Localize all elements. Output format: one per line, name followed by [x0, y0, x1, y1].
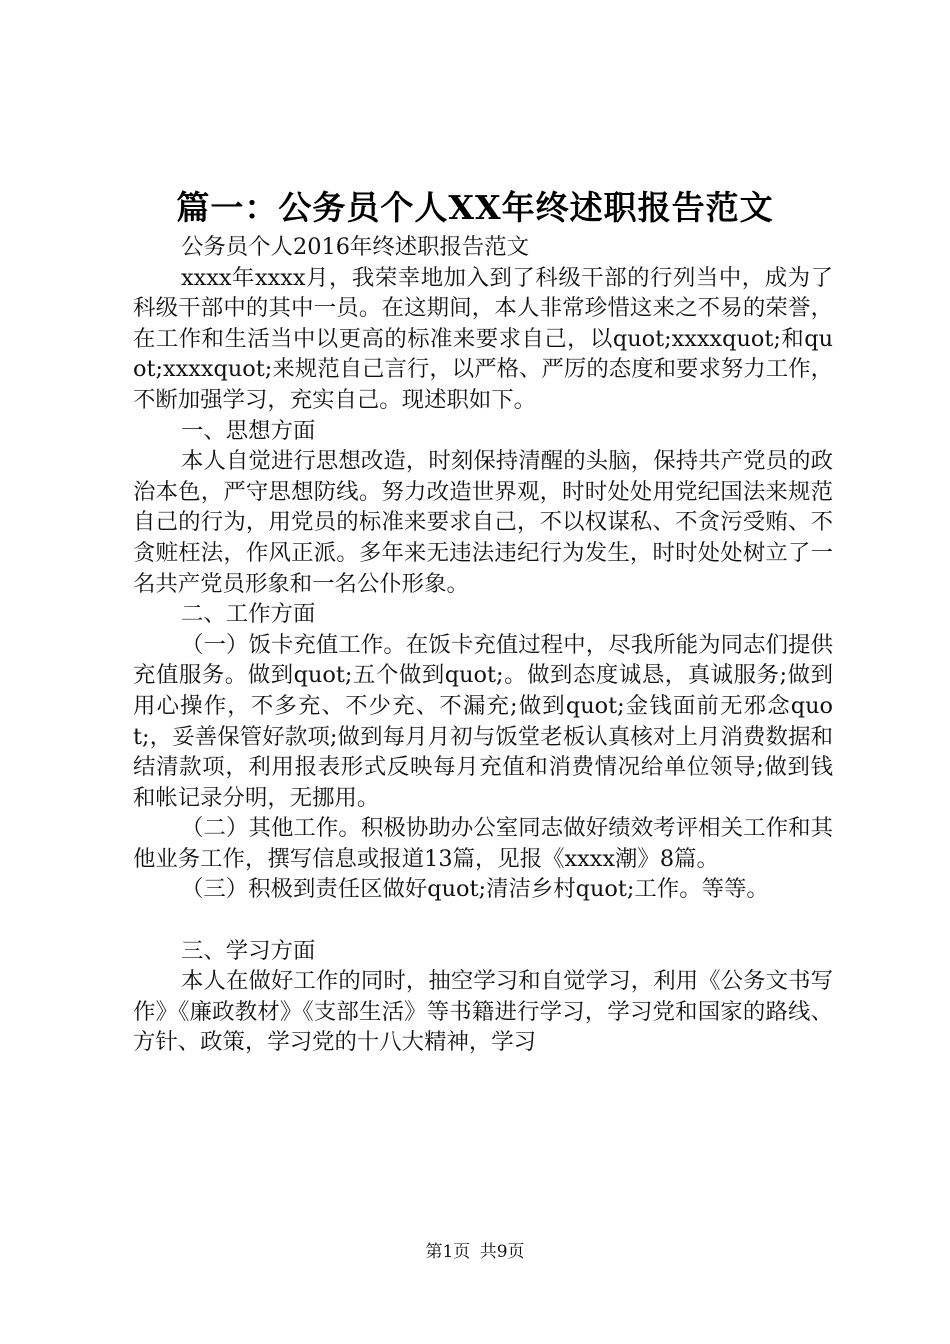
study-paragraph: 本人在做好工作的同时，抽空学习和自觉学习，利用《公务文书写作》《廉政教材》《支部生活》等书籍进行学习，学习党和国家的路线、方针、政策，学习党的十八大精神，学习	[133, 968, 833, 1056]
section-heading-study: 三、学习方面	[181, 937, 316, 964]
section-heading-work: 二、工作方面	[181, 601, 316, 628]
document-title: 篇一：公务员个人XX年终述职报告范文	[176, 188, 774, 227]
document-body	[133, 232, 833, 1058]
blank-line	[133, 905, 833, 936]
page-total: 共9页	[479, 1242, 525, 1262]
work-item-3-paragraph: （三）积极到责任区做好quot;清洁乡村quot;工作。等等。	[181, 876, 769, 903]
section-heading-thought: 一、思想方面	[181, 417, 316, 444]
work-item-1-paragraph: （一）饭卡充值工作。在饭卡充值过程中，尽我所能为同志们提供充值服务。做到quot;五个做到quot;。做到态度诚恳，真诚服务;做到用心操作，不多充、不少充、不漏充;做到quot;金钱面前无邪念quot;，妥善保管好款项;做到每月月初与饭堂老板认真核对上月消费数据和结清款项，利用报表形式反映每月充值和消费情况给单位领导;做到钱和帐记录分明，无挪用。	[133, 631, 833, 811]
thought-paragraph: 本人自觉进行思想改造，时刻保持清醒的头脑，保持共产党员的政治本色，严守思想防线。努力改造世界观，时时处处用党纪国法来规范自己的行为，用党员的标准来要求自己，不以权谋私、不贪污受贿、不贪赃枉法，作风正派。多年来无违法违纪行为发生，时时处处树立了一名共产党员形象和一名公仆形象。	[133, 448, 833, 597]
intro-paragraph: xxxx年xxxx月，我荣幸地加入到了科级干部的行列当中，成为了科级干部中的其中一员。在这期间，本人非常珍惜这来之不易的荣誉，在工作和生活当中以更高的标准来要求自己，以quot;xxxxquot;和quot;xxxxquot;来规范自己言行，以严格、严厉的态度和要求努力工作，不断加强学习，充实自己。现述职如下。	[133, 264, 833, 413]
page-number: 第1页	[425, 1242, 471, 1262]
page-footer	[0, 1240, 950, 1264]
subtitle-paragraph: 公务员个人2016年终述职报告范文	[181, 234, 530, 260]
work-item-2-paragraph: （二）其他工作。积极协助办公室同志做好绩效考评相关工作和其他业务工作，撰写信息或报道13篇，见报《xxxx潮》8篇。	[133, 815, 833, 872]
